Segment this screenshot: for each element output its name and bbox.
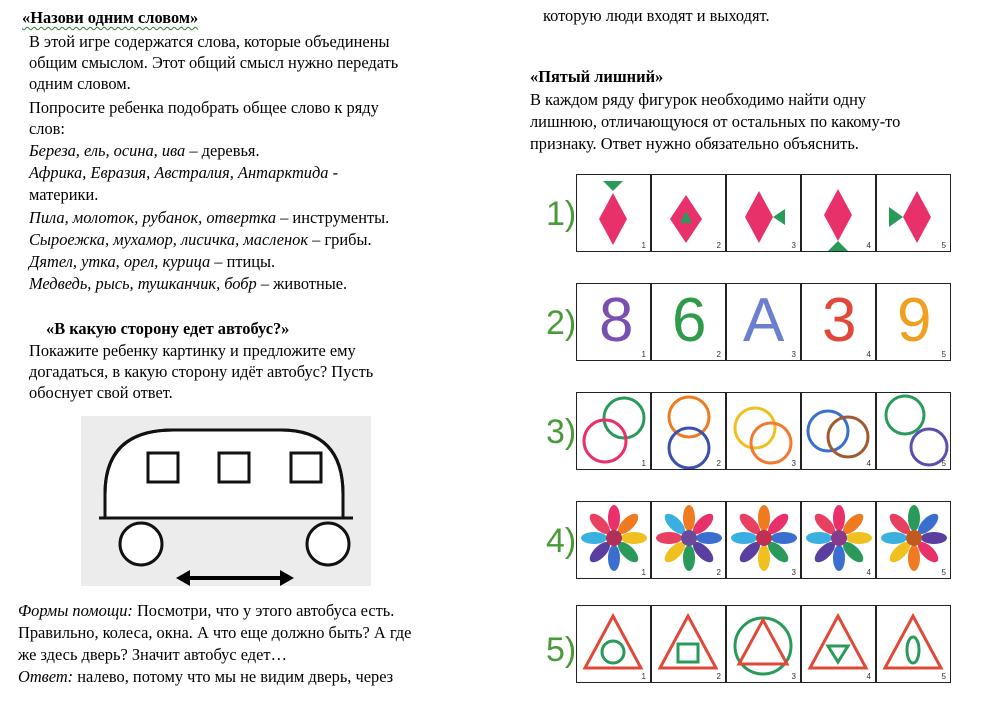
cell-5-3: 3 <box>726 605 801 683</box>
cell-4-4: 4 <box>801 501 876 579</box>
row-3-circles <box>576 392 951 470</box>
game3-desc-2: лишнюю, отличающуюся от остальных по какому-то <box>530 112 901 131</box>
example-trees: Береза, ель, осина, ива – деревья. <box>29 141 260 160</box>
row-1-diamonds <box>576 174 951 252</box>
game1-desc-2: общим смыслом. Этот общий смысл нужно передать <box>29 53 399 72</box>
cell-1-2: 2 <box>651 174 726 252</box>
cell-2-3: A 3 <box>726 283 801 361</box>
cell-1-3: 3 <box>726 174 801 252</box>
row-label-2: 2) <box>546 304 577 342</box>
cell-3-1: 1 <box>576 392 651 470</box>
cell-1-4: 4 <box>801 174 876 252</box>
cell-3-2: 2 <box>651 392 726 470</box>
cell-5-5: 5 <box>876 605 951 683</box>
cell-4-3: 3 <box>726 501 801 579</box>
cell-4-1: 1 <box>576 501 651 579</box>
example-birds: Дятел, утка, орел, курица – птицы. <box>29 252 276 271</box>
cell-4-5: 5 <box>876 501 951 579</box>
help-line-1: Правильно, колеса, окна. А что еще должно быть? А где <box>18 623 412 642</box>
game1-desc-1: В этой игре содержатся слова, которые объединены <box>29 32 390 51</box>
cell-2-5: 9 5 <box>876 283 951 361</box>
example-continents-answer: материки. <box>29 185 99 204</box>
example-animals: Медведь, рысь, тушканчик, бобр – животные. <box>29 274 348 293</box>
cell-5-1: 1 <box>576 605 651 683</box>
example-continents: Африка, Евразия, Австралия, Антарктида - <box>29 163 339 182</box>
cell-2-2: 6 2 <box>651 283 726 361</box>
row-5-triangles <box>576 605 951 683</box>
row-label-4: 4) <box>546 522 577 560</box>
game2-desc-1: Покажите ребенку картинку и предложите ему <box>29 341 356 360</box>
example-tools: Пила, молоток, рубанок, отвертка – инструменты. <box>29 208 390 227</box>
game2-desc-2: догадаться, в какую сторону идёт автобус? Пусть <box>29 362 374 381</box>
continuation-line: которую люди входят и выходят. <box>543 6 770 25</box>
cell-4-2: 2 <box>651 501 726 579</box>
cell-5-4: 4 <box>801 605 876 683</box>
answer-line: Ответ: налево, потому что мы не видим дверь, через <box>18 667 394 686</box>
cell-3-3: 3 <box>726 392 801 470</box>
cell-3-4: 4 <box>801 392 876 470</box>
cell-3-5: 5 <box>876 392 951 470</box>
cell-2-4: 3 4 <box>801 283 876 361</box>
cell-5-2: 2 <box>651 605 726 683</box>
row-2-digits <box>576 283 951 361</box>
bus-picture <box>81 416 371 586</box>
game3-title: «Пятый лишний» <box>530 67 664 86</box>
game1-desc-4: Попросите ребенка подобрать общее слово к ряду <box>29 98 379 117</box>
row-label-5: 5) <box>546 631 577 669</box>
game1-title: «Назови одним словом» <box>22 8 199 27</box>
help-line-2: же здесь дверь? Значит автобус едет… <box>18 645 287 664</box>
cell-2-1: 8 1 <box>576 283 651 361</box>
game2-title: «В какую сторону едет автобус?» <box>46 319 290 338</box>
row-label-3: 3) <box>546 413 577 451</box>
game2-desc-3: обоснует свой ответ. <box>29 383 173 402</box>
game1-desc-5: слов: <box>29 119 65 138</box>
cell-1-1: 1 <box>576 174 651 252</box>
game3-desc-3: признаку. Ответ нужно обязательно объяснить. <box>530 134 859 153</box>
example-mushrooms: Сыроежка, мухамор, лисичка, масленок – грибы. <box>29 230 372 249</box>
row-4-flowers <box>576 501 951 579</box>
cell-1-5: 5 <box>876 174 951 252</box>
double-arrow-icon <box>176 568 294 588</box>
game3-desc-1: В каждом ряду фигурок необходимо найти одну <box>530 90 867 109</box>
row-label-1: 1) <box>546 195 577 233</box>
game1-desc-3: одним словом. <box>29 74 131 93</box>
help-forms: Формы помощи: Посмотри, что у этого автобуса есть. <box>18 601 395 620</box>
